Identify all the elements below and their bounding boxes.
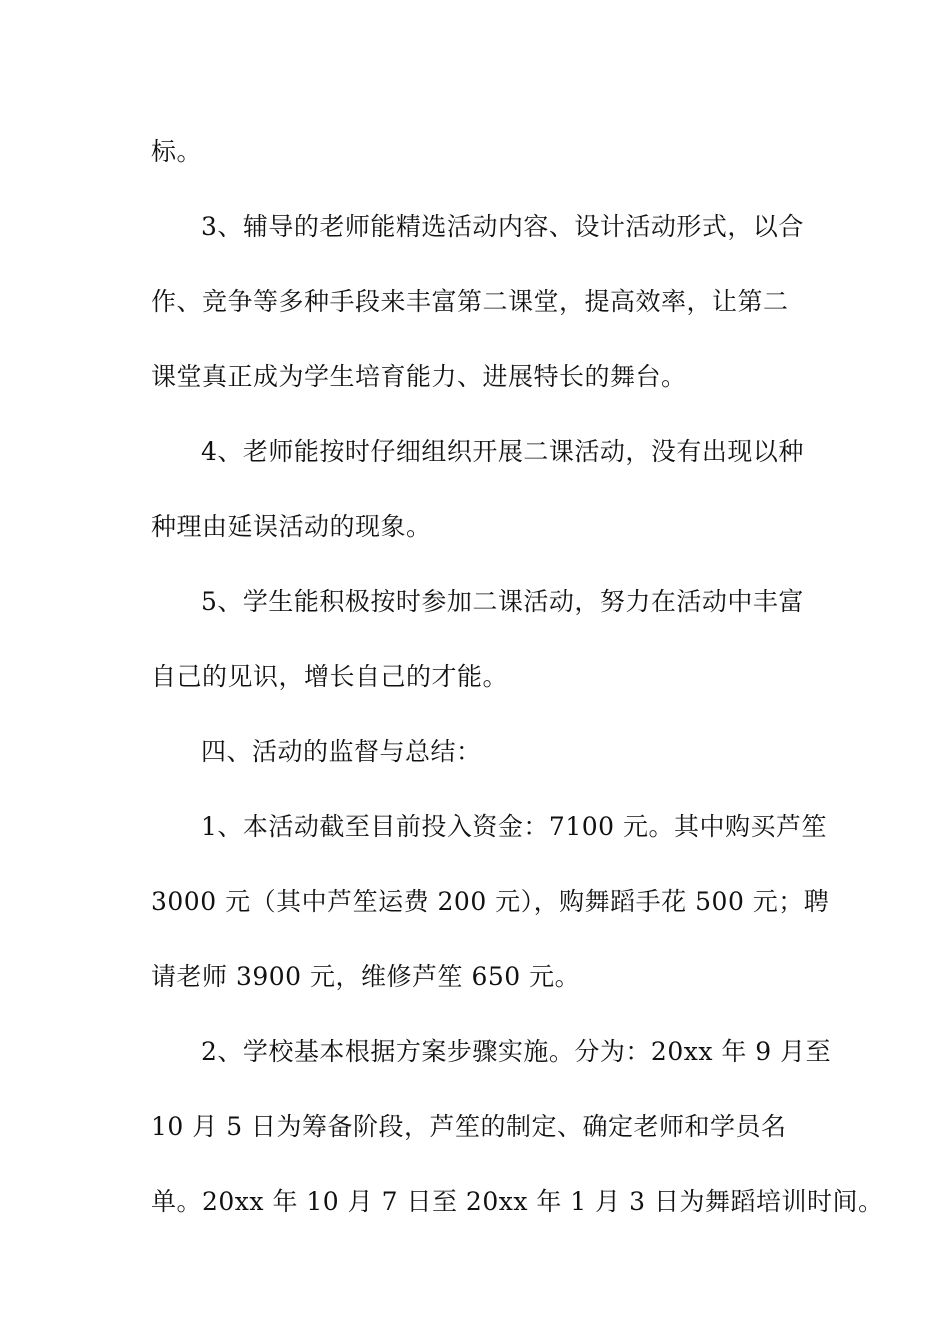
- text-line-10: 1、本活动截至目前投入资金：7100 元。其中购买芦笙: [201, 812, 827, 841]
- text-line-1: 标。: [151, 137, 203, 166]
- text-line-13: 2、学校基本根据方案步骤实施。分为：20xx 年 9 月至: [201, 1037, 832, 1066]
- text-line-15: 单。20xx 年 10 月 7 日至 20xx 年 1 月 3 日为舞蹈培训时间。: [151, 1187, 884, 1216]
- text-line-7: 5、学生能积极按时参加二课活动，努力在活动中丰富: [201, 587, 804, 616]
- text-line-11: 3000 元（其中芦笙运费 200 元），购舞蹈手花 500 元；聘: [151, 887, 830, 916]
- section-heading: 四、活动的监督与总结：: [201, 737, 482, 766]
- text-line-12: 请老师 3900 元，维修芦笙 650 元。: [151, 962, 581, 991]
- text-line-5: 4、老师能按时仔细组织开展二课活动，没有出现以种: [201, 437, 804, 466]
- text-line-14: 10 月 5 日为筹备阶段，芦笙的制定、确定老师和学员名: [151, 1112, 787, 1141]
- text-line-4: 课堂真正成为学生培育能力、进展特长的舞台。: [151, 362, 687, 391]
- text-line-8: 自己的见识，增长自己的才能。: [151, 662, 509, 691]
- text-line-3: 作、竞争等多种手段来丰富第二课堂，提高效率，让第二: [151, 287, 789, 316]
- text-line-6: 种理由延误活动的现象。: [151, 512, 432, 541]
- text-line-2: 3、辅导的老师能精选活动内容、设计活动形式，以合: [201, 212, 804, 241]
